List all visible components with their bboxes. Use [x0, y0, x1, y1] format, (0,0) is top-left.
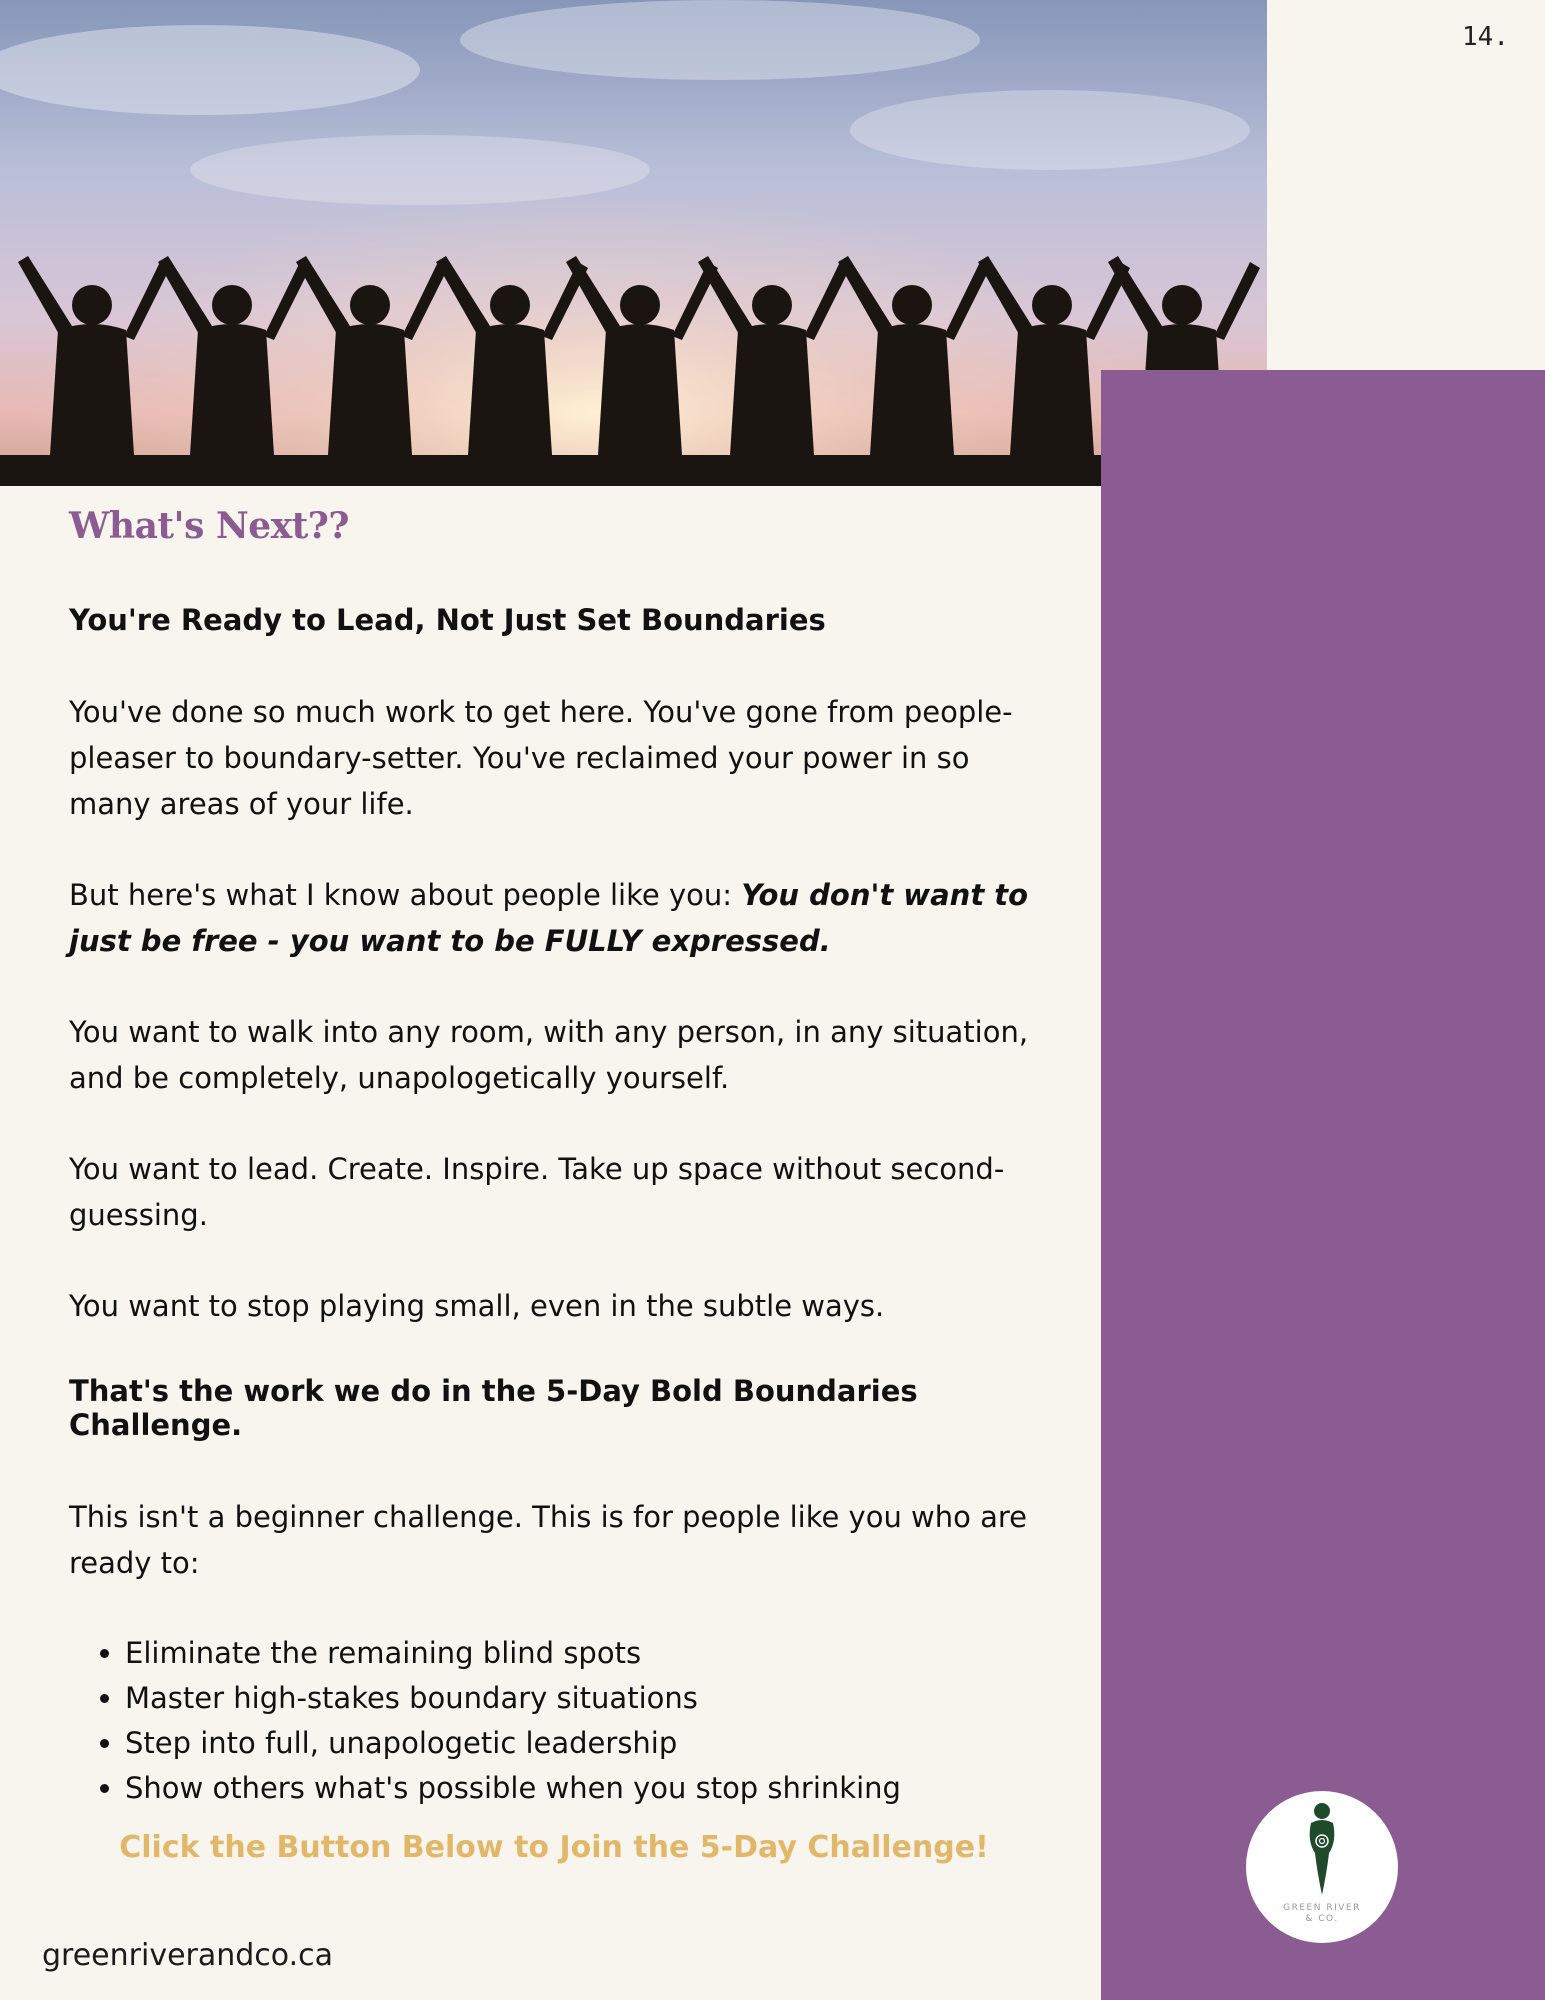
paragraph-4: You want to lead. Create. Inspire. Take up space without second-guessing.	[69, 1152, 1005, 1232]
list-item: • Show others what's possible when you stop shrinking	[125, 1766, 1049, 1811]
paragraph-3: You want to walk into any room, with any person, in any situation, and be completely, unapologetically yourself.	[69, 1015, 1029, 1095]
list-item: • Eliminate the remaining blind spots	[125, 1631, 1049, 1676]
site-url-link[interactable]: greenriverandco.ca	[42, 1938, 334, 1973]
list-item: • Step into full, unapologetic leadership	[125, 1721, 1049, 1766]
readiness-list	[69, 1631, 1049, 1811]
list-item: • Master high-stakes boundary situations	[125, 1676, 1049, 1721]
paragraph-6: This isn't a beginner challenge. This is for people like you who are ready to:	[69, 1500, 1028, 1580]
logo-text-line-2: & CO.	[1305, 1914, 1339, 1924]
main-content	[69, 505, 1049, 1811]
logo-text-line-1: GREEN RIVER	[1283, 1903, 1361, 1913]
goddess-moon-logo-icon	[1277, 1791, 1367, 1901]
paragraph-5: You want to stop playing small, even in the subtle ways.	[69, 1289, 885, 1323]
paragraph-1: You've done so much work to get here. You've gone from people-pleaser to boundary-setter. You've reclaimed your power in so many areas of your life.	[69, 695, 1013, 821]
challenge-statement: That's the work we do in the 5-Day Bold Boundaries Challenge.	[69, 1374, 918, 1442]
page-number: 14.	[1462, 22, 1509, 52]
hero-image	[0, 0, 1267, 486]
purple-side-panel	[1101, 370, 1545, 2000]
paragraph-2	[69, 872, 1049, 964]
brand-logo	[1246, 1791, 1398, 1943]
cta-text[interactable]: Click the Button Below to Join the 5-Day Challenge!	[119, 1830, 989, 1865]
subheading: You're Ready to Lead, Not Just Set Boundaries	[69, 603, 826, 637]
paragraph-2-lead: But here's what I know about people like you:	[69, 878, 742, 912]
paragraph-2-emphasis: You don't want to just be free - you want to be FULLY expressed.	[69, 878, 1029, 958]
page-heading: What's Next??	[69, 505, 349, 547]
